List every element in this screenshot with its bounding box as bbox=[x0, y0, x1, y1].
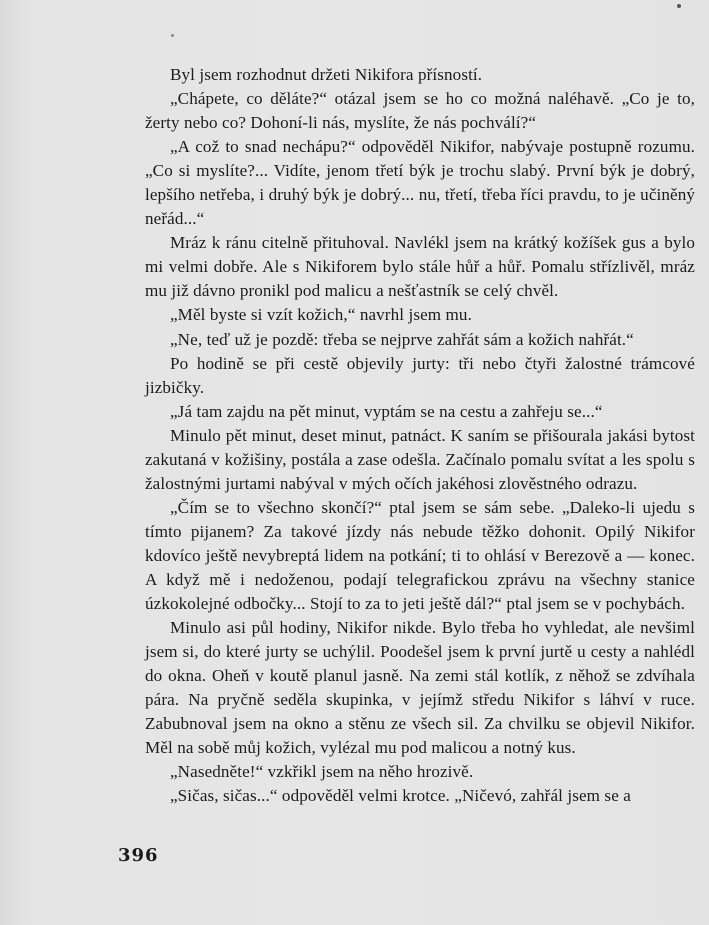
print-speck bbox=[171, 34, 174, 37]
paragraph: „Měl byste si vzít kožich,“ navrhl jsem mu. bbox=[170, 305, 472, 325]
page-number: 396 bbox=[118, 845, 159, 866]
paragraph: Byl jsem rozhodnut držeti Nikifora přísností. bbox=[170, 65, 483, 84]
paragraph: Po hodině se při cestě objevily jurty: tři nebo čtyři žalostné trámcové jizbičky. bbox=[145, 353, 695, 397]
paragraph: „Sičas, sičas...“ odpověděl velmi krotce. „Ničevó, zahřál jsem se a bbox=[170, 786, 631, 806]
paragraph: „Chápete, co děláte?“ otázal jsem se ho co možná naléhavě. „Co je to, žerty nebo co? Dohoní-li nás, myslíte, že nás pochválí?“ bbox=[145, 89, 695, 133]
paragraph: „Čím se to všechno skončí?“ ptal jsem se sám sebe. „Daleko-li ujedu s tímto pijanem? Za takové jízdy nás nebude těžko dohonit. Opilý Nikifor kdovíco ještě nevybreptá lidem na potkání; ti to ohlásí v Berezově a — konec. A když mě i nedoženou, podají telegrafickou zprávu na všechny stanice úzkokolejné odbočky... Stojí to za to jeti ještě dál?“ ptal jsem se v pochybách. bbox=[145, 497, 695, 614]
paragraph: „Nasedněte!“ vzkřikl jsem na něho hrozivě. bbox=[170, 762, 474, 782]
print-speck bbox=[677, 4, 681, 8]
paragraph: Minulo pět minut, deset minut, patnáct. K saním se přišourala jakási bytost zakutaná v kožišiny, postála a zase odešla. Začínalo pomalu svítat a les spolu s žalostnými jurtami nabýval v mých očích jakéhosi zlověstného odrazu. bbox=[145, 425, 695, 493]
paragraph: „A což to snad nechápu?“ odpověděl Nikifor, nabývaje postupně rozumu. „Co si myslíte?... Vidíte, jenom třetí býk je trochu slabý. První býk je dobrý, lepšího netřeba, i druhý býk je dobrý... nu, třetí, třeba říci pravdu, to je učiněný neřád...“ bbox=[145, 137, 695, 229]
paragraph: Mráz k ránu citelně přituhoval. Navlékl jsem na krátký kožíšek gus a bylo mi velmi dobře. Ale s Nikiforem bylo stále hůř a hůř. Pomalu střízlivěl, mráz mu již dávno pronikl pod malicu a nešťastník se celý chvěl. bbox=[145, 233, 695, 301]
paragraph: Minulo asi půl hodiny, Nikifor nikde. Bylo třeba ho vyhledat, ale nevšiml jsem si, do které jurty se uchýlil. Poodešel jsem k první jurtě u cesty a nahlédl do okna. Oheň v koutě planul jasně. Na zemi stál kotlík, z něhož se zdvíhala pára. Na pryčně seděla skupinka, v jejímž středu Nikifor s láhví v ruce. Zabubnoval jsem na okno a stěnu ze všech sil. Za chvilku se objevil Nikifor. Měl na sobě můj kožich, vylézal mu pod malicou a notný kus. bbox=[145, 618, 695, 758]
body-text bbox=[145, 63, 695, 808]
paragraph: „Ne, teď už je pozdě: třeba se nejprve zahřát sám a kožich nahřát.“ bbox=[170, 329, 634, 349]
paragraph: „Já tam zajdu na pět minut, vyptám se na cestu a zahřeju se...“ bbox=[170, 401, 603, 421]
